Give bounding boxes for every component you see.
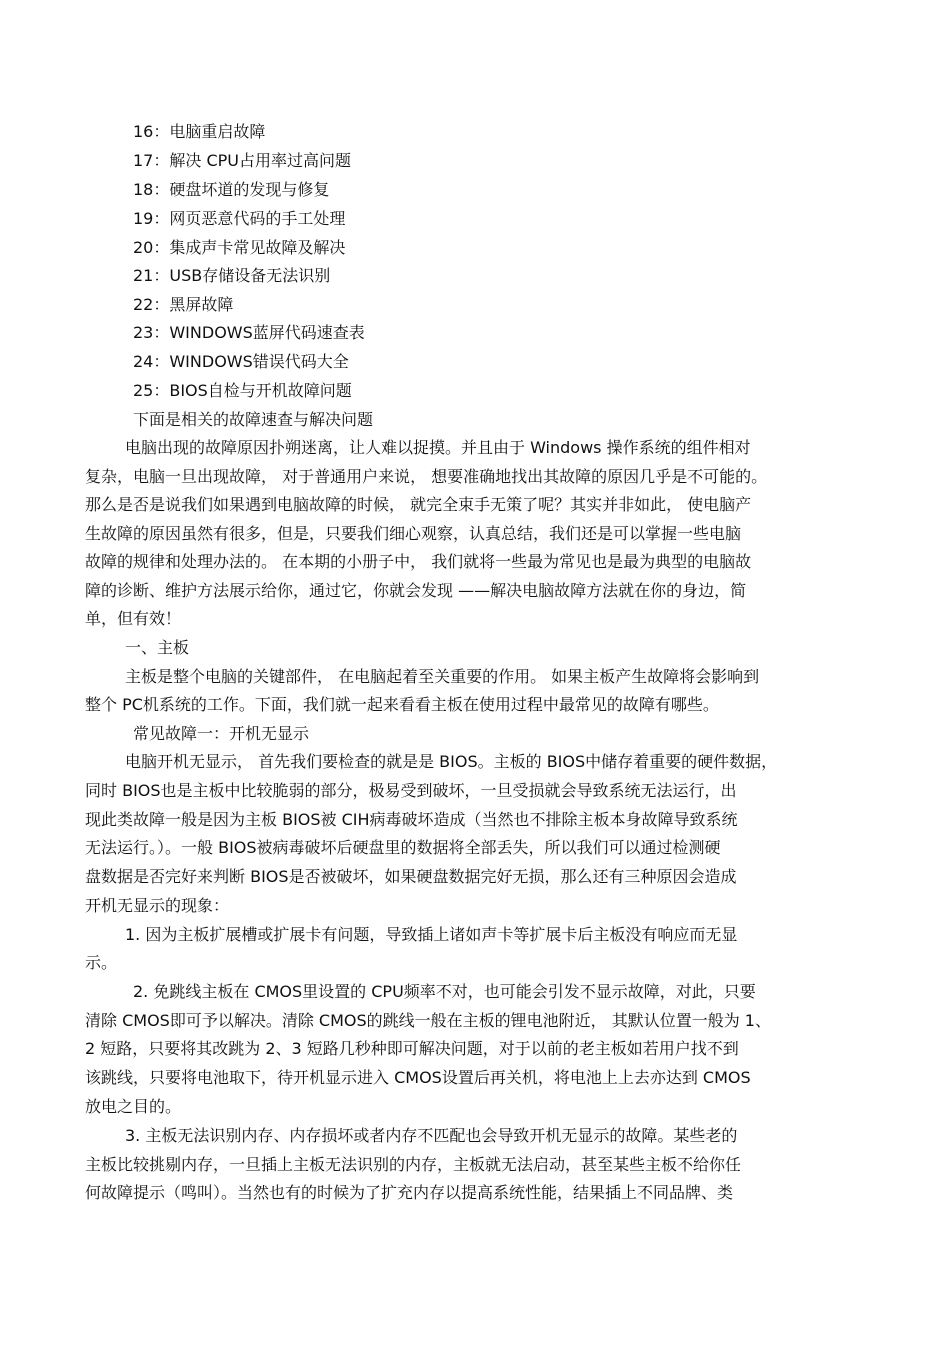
fault-heading: 常见故障一：开机无显示 (133, 724, 310, 743)
section-para-line: 整个 PC机系统的工作。下面，我们就一起来看看主板在使用过程中最常见的故障有哪些。 (85, 695, 719, 714)
fault-para-line: 同时 BIOS也是主板中比较脆弱的部分，极易受到破坏，一旦受损就会导致系统无法运行，出 (85, 781, 737, 800)
fault-para-line: 电脑开机无显示， 首先我们要检查的就是是 BIOS。主板的 BIOS中储存着重要的硬件数据， (125, 752, 778, 771)
toc-item-23: 23：WINDOWS蓝屏代码速查表 (133, 323, 365, 342)
toc-item-25: 25：BIOS自检与开机故障问题 (133, 381, 352, 400)
item-line: 放电之目的。 (85, 1097, 182, 1116)
toc-item-17: 17：解决 CPU占用率过高问题 (133, 151, 351, 170)
toc-item-18: 18：硬盘坏道的发现与修复 (133, 180, 330, 199)
toc-followup: 下面是相关的故障速查与解决问题 (133, 410, 374, 429)
toc-item-16: 16：电脑重启故障 (133, 122, 266, 141)
intro-line: 电脑出现的故障原因扑朔迷离，让人难以捉摸。并且由于 Windows 操作系统的组件相对 (125, 438, 751, 457)
item-line: 2. 免跳线主板在 CMOS里设置的 CPU频率不对，也可能会引发不显示故障，对此，只要 (133, 982, 756, 1001)
section-para-line: 主板是整个电脑的关键部件， 在电脑起着至关重要的作用。 如果主板产生故障将会影响到 (125, 667, 760, 686)
item-line: 3. 主板无法识别内存、内存损坏或者内存不匹配也会导致开机无显示的故障。某些老的 (125, 1126, 738, 1145)
toc-item-21: 21：USB存储设备无法识别 (133, 266, 331, 285)
item-line: 清除 CMOS即可予以解决。清除 CMOS的跳线一般在主板的锂电池附近， 其默认位置一般为 1、 (85, 1011, 771, 1030)
fault-para-line: 开机无显示的现象： (85, 896, 230, 915)
section-heading: 一、主板 (125, 638, 190, 657)
intro-line: 生故障的原因虽然有很多，但是，只要我们细心观察，认真总结，我们还是可以掌握一些电脑 (85, 524, 742, 543)
intro-line: 单，但有效！ (85, 609, 182, 628)
toc-item-19: 19：网页恶意代码的手工处理 (133, 209, 346, 228)
toc-item-22: 22：黑屏故障 (133, 295, 234, 314)
intro-line: 那么是否是说我们如果遇到电脑故障的时候， 就完全束手无策了呢？其实并非如此， 使电脑产 (85, 495, 752, 514)
item-line: 该跳线，只要将电池取下，待开机显示进入 CMOS设置后再关机，将电池上上去亦达到 CMOS (85, 1068, 751, 1087)
fault-para-line: 盘数据是否完好来判断 BIOS是否被破坏，如果硬盘数据完好无损，那么还有三种原因会造成 (85, 867, 737, 886)
item-line: 1. 因为主板扩展槽或扩展卡有问题，导致插上诸如声卡等扩展卡后主板没有响应而无显 (125, 925, 738, 944)
fault-para-line: 无法运行。）。一般 BIOS被病毒破坏后硬盘里的数据将全部丢失，所以我们可以通过检测硬 (85, 838, 721, 857)
intro-line: 复杂，电脑一旦出现故障， 对于普通用户来说， 想要准确地找出其故障的原因几乎是不可能的。 (85, 467, 768, 486)
fault-para-line: 现此类故障一般是因为主板 BIOS被 CIH病毒破坏造成（当然也不排除主板本身故障导致系统 (85, 810, 738, 829)
intro-line: 故障的规律和处理办法的。 在本期的小册子中， 我们就将一些最为常见也是最为典型的电脑故 (85, 552, 752, 571)
item-line: 主板比较挑剔内存，一旦插上主板无法识别的内存，主板就无法启动，甚至某些主板不给你任 (85, 1155, 742, 1174)
intro-line: 障的诊断、维护方法展示给你，通过它，你就会发现 ——解决电脑故障方法就在你的身边，简 (85, 581, 747, 600)
toc-item-20: 20：集成声卡常见故障及解决 (133, 238, 346, 257)
item-line: 何故障提示（鸣叫）。当然也有的时候为了扩充内存以提高系统性能，结果插上不同品牌、类 (85, 1183, 734, 1202)
toc-item-24: 24：WINDOWS错误代码大全 (133, 352, 349, 371)
item-line: 示。 (85, 953, 118, 972)
item-line: 2 短路，只要将其改跳为 2、3 短路几秒种即可解决问题，对于以前的老主板如若用户找不到 (85, 1039, 739, 1058)
